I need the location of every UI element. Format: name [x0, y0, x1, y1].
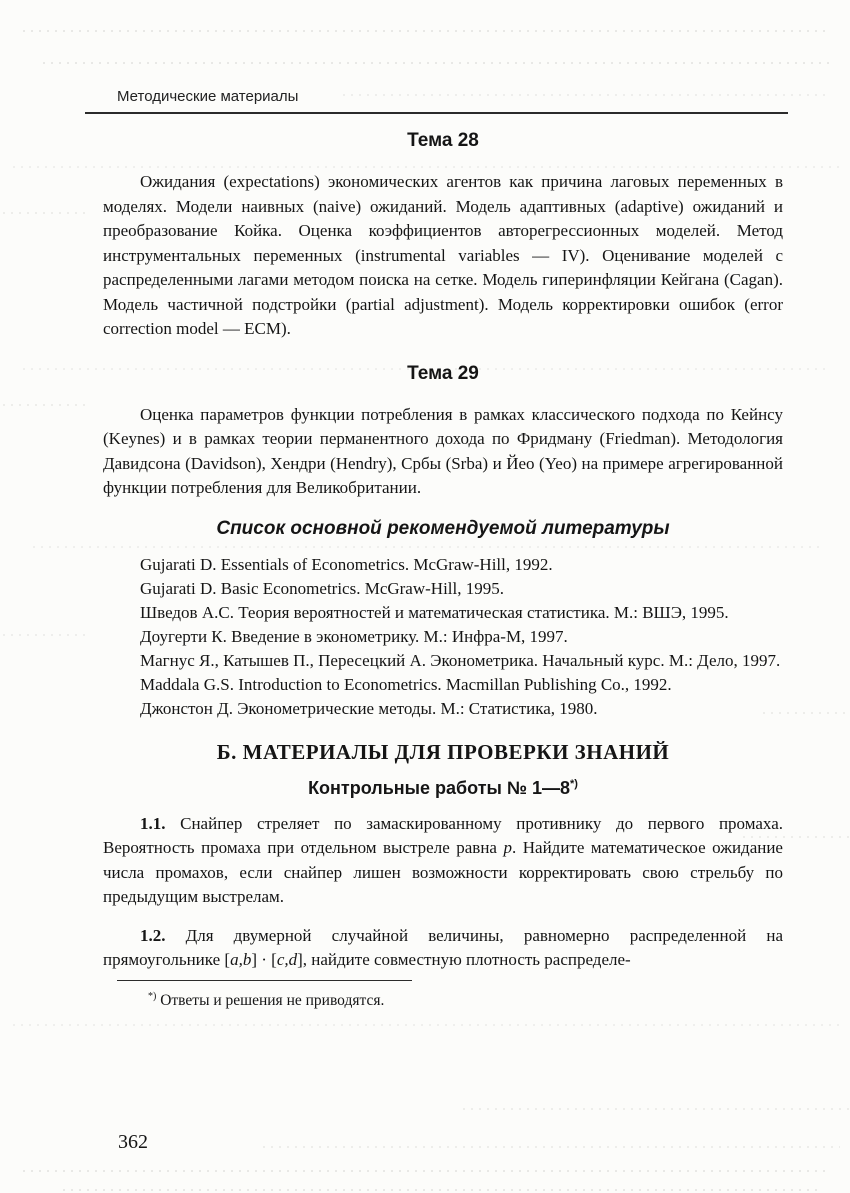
- tema-28-title: Тема 28: [407, 130, 479, 151]
- scan-noise: [460, 1108, 850, 1110]
- problem-text: Для двумерной случайной величины, равномерно распределенной на прямоугольнике [: [103, 925, 783, 969]
- kontrolnye-raboty-label: Контрольные работы № 1—8: [308, 777, 570, 798]
- header-rule: [85, 112, 788, 114]
- literature-item: Шведов А.С. Теория вероятностей и математическая статистика. М.: ВШЭ, 1995.: [140, 602, 729, 622]
- math-variable: c,d: [276, 950, 298, 969]
- literature-item: Gujarati D. Basic Econometrics. McGraw-Hill, 1995.: [140, 578, 504, 598]
- tema-29-body: Оценка параметров функции потребления в рамках классического подхода по Кейнсу (Keynes) и в рамках теории перманентного дохода по Фридману (Friedman). Методология Давидсона (Davidson), Хендри (Hendry), Србы (Srba) и Йео (Yeo) на примере агрегированной функции потребления для Великобритании.: [103, 404, 783, 497]
- problem-number: 1.1.: [140, 813, 166, 833]
- tema-28-body: Ожидания (expectations) экономических агентов как причина лаговых переменных в моделях. Модели наивных (naive) ожиданий. Модель адаптивных (adaptive) ожиданий и преобразование Койка. Оценка коэффициентов авторегрессионных моделей. Метод инструментальных переменных (instrumental variables — IV). Оценивание моделей с распределенными лагами методом поиска на сетке. Модель гиперинфляции Кейгана (Cagan). Модель частичной подстройки (partial adjustment). Модель корректировки ошибок (error correction model — ECM).: [103, 172, 783, 338]
- footnote-text: Ответы и решения не приводятся.: [156, 991, 385, 1009]
- math-variable: p: [503, 838, 512, 857]
- literature-item: Магнус Я., Катышев П., Пересецкий А. Эконометрика. Начальный курс. М.: Дело, 1997.: [140, 650, 781, 670]
- footnote-reference-mark: *): [569, 777, 578, 790]
- tema-29-title: Тема 29: [407, 362, 479, 384]
- footnote-rule: [117, 980, 412, 981]
- math-variable: a,b: [230, 950, 252, 969]
- problem-text: . Найдите математическое ожидание числа промахов, если снайпер лишен возможности корректировать свою стрельбу по предыдущим выстрелам.: [103, 838, 783, 906]
- footnote: [103, 987, 783, 1011]
- kontrolnye-raboty-title: [103, 773, 783, 800]
- scan-noise: [0, 634, 90, 636]
- scan-noise: [0, 404, 90, 406]
- literature-item: Джонстон Д. Эконометрические методы. М.: Статистика, 1980.: [140, 698, 598, 718]
- scan-noise: [60, 1189, 820, 1191]
- section-b-title: Б. МАТЕРИАЛЫ ДЛЯ ПРОВЕРКИ ЗНАНИЙ: [216, 739, 670, 764]
- page-content: [103, 88, 783, 1011]
- scan-noise: [20, 1170, 830, 1172]
- problem-1-1: [103, 812, 783, 910]
- scan-noise: [10, 1024, 840, 1026]
- problem-number: 1.2.: [140, 925, 166, 945]
- running-header: Методические материалы: [117, 88, 299, 105]
- literature-list: [103, 553, 783, 721]
- footnote-mark: *): [148, 990, 157, 1002]
- problem-text: Снайпер стреляет по замаскированному противнику до первого промаха. Вероятность промаха при отдельном выстреле равна: [103, 813, 783, 857]
- literature-item: Maddala G.S. Introduction to Econometrics. Macmillan Publishing Co., 1992.: [140, 674, 672, 694]
- problem-text: ], найдите совместную плотность распределе-: [297, 950, 631, 969]
- problem-text: ] · [: [251, 950, 277, 969]
- literature-item: Доугерти К. Введение в эконометрику. М.: Инфра-М, 1997.: [140, 626, 568, 646]
- literature-title: Список основной рекомендуемой литературы: [216, 517, 670, 539]
- page-number: 362: [118, 1131, 148, 1153]
- scan-noise: [40, 62, 830, 64]
- literature-item: Gujarati D. Essentials of Econometrics. McGraw-Hill, 1992.: [140, 554, 553, 574]
- problem-1-2: [103, 924, 783, 973]
- scan-noise: [20, 30, 830, 32]
- scan-noise: [260, 1146, 840, 1148]
- scan-noise: [0, 212, 90, 214]
